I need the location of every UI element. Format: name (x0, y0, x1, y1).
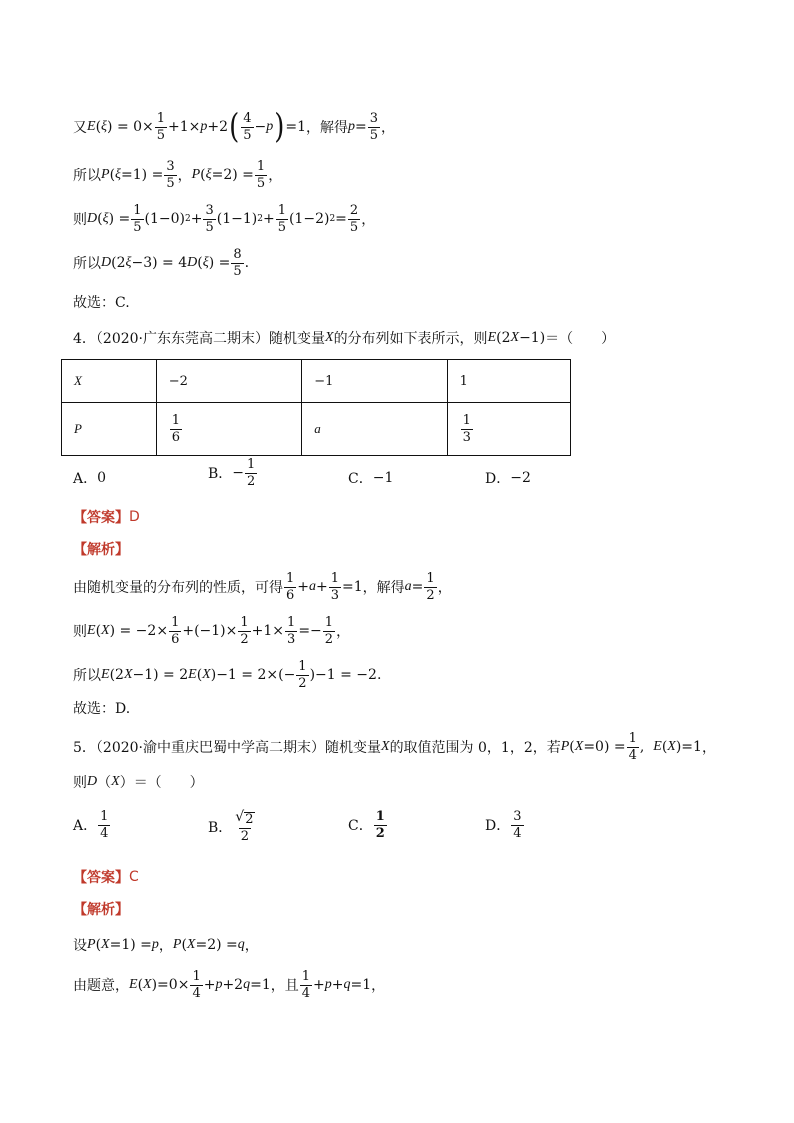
option-d[interactable]: D． $\frac{3}{4}$ (485, 809, 522, 841)
option-d[interactable]: D． −2 (485, 470, 531, 487)
table-row (62, 403, 571, 456)
table-row (62, 360, 571, 403)
analysis-4-heading: 【解析】 (73, 542, 129, 558)
analysis-4-step-2: 则 E ( X ) = −2× $\frac{1}{6}$ +(−1)× $\frac{1}{2}$ +1× $\frac{1}{3}$ =− $\frac{1}{2}$ ， (73, 615, 351, 647)
analysis-4-step-1: 由随机变量的分布列的性质，可得 $\frac{1}{6}$ + a + $\frac{1}{3}$ =1 ，解得 a = $\frac{1}{2}$ ， (73, 571, 452, 603)
option-c[interactable]: C． $\frac{1}{2}$ (348, 809, 385, 841)
table-cell: a (302, 403, 447, 456)
analysis-5-step-1: 设 P ( X =1) = p ， P ( X =2) = q ， (73, 937, 259, 954)
option-b[interactable]: B． − $\frac{1}{2}$ (208, 457, 256, 489)
question-4-stem: 4．（2020·广东东莞高二期末）随机变量 X 的分布列如下表所示，则 E (2 X −1) ＝（ ） (73, 330, 616, 347)
table-cell: 1 (447, 360, 570, 403)
solution-line-probabilities: 所以 P ( ξ =1) = $\frac{3}{5}$ ， P ( ξ =2) = $\frac{1}{5}$ ， (73, 159, 283, 191)
question-5-stem-line-2: 则 D （ X ） ＝（ ） (73, 774, 204, 791)
table-cell: P (62, 403, 157, 456)
option-a[interactable]: A． $\frac{1}{4}$ (73, 809, 109, 841)
analysis-5-heading: 【解析】 (73, 902, 129, 918)
table-cell: −2 (156, 360, 301, 403)
question-5-stem: 5．（2020·渝中重庆巴蜀中学高二期末）随机变量 X 的取值范围为 0，1，2，若 P ( X =0) = $\frac{1}{4}$ , E ( X )=1 ， (73, 731, 716, 763)
solution-choice-c: 故选：C. (73, 295, 130, 311)
table-cell: $\frac{1}{3}$ (447, 403, 570, 456)
solution-line-variance: 则 D ( ξ ) = $\frac{1}{5}$ (1−0) 2 + $\frac{3}{5}$ (1−1) 2 + $\frac{1}{5}$ (1−2) 2 = $\frac{2}{5}$ ， (73, 203, 376, 235)
solution-choice-d: 故选：D. (73, 701, 131, 717)
answer-5: 【答案】 C (73, 869, 139, 886)
table-cell: X (62, 360, 157, 403)
analysis-4-step-3: 所以 E (2 X −1) = 2 E ( X )−1 = 2×(− $\frac{1}{2}$ )−1 = −2 . (73, 659, 382, 691)
answer-4: 【答案】 D (73, 509, 140, 526)
solution-line-transform: 所以 D (2 ξ −3) = 4 D ( ξ ) = $\frac{8}{5}$ . (73, 247, 250, 279)
distribution-table (61, 359, 571, 456)
solution-line-expectation: 又 E ( ξ ) = 0× $\frac{1}{5}$ +1× p +2 ( $\frac{4}{5}$ − p ) =1 ，解得 p = $\frac{3}{5}$ ， (73, 107, 396, 147)
table-cell: −1 (302, 360, 447, 403)
option-a[interactable]: A． 0 (73, 470, 107, 487)
option-c[interactable]: C． −1 (348, 470, 394, 487)
analysis-5-step-2: 由题意， E ( X )=0× $\frac{1}{4}$ + p +2 q =1 ，且 $\frac{1}{4}$ + p + q =1 ， (73, 969, 386, 1001)
table-cell: $\frac{1}{6}$ (156, 403, 301, 456)
option-b[interactable]: B． √ 2 2 (208, 809, 254, 844)
